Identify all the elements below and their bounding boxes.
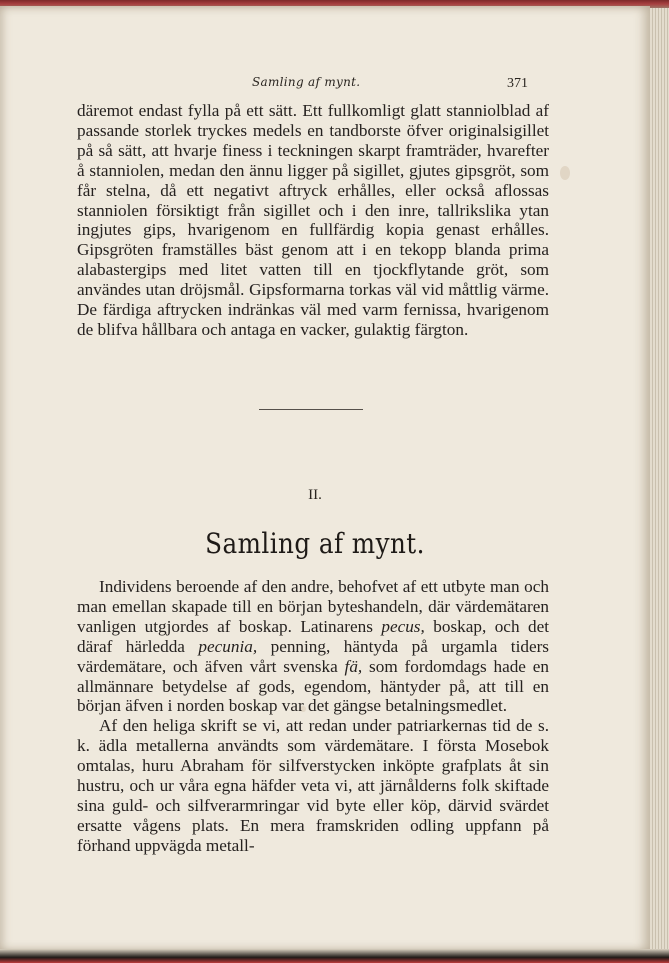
- italic-term-pecus: pecus,: [381, 616, 425, 636]
- paper-stain: [560, 166, 570, 180]
- paragraph-1-text: boskap, och det däraf härledda: [77, 616, 549, 656]
- paragraph-1-text: penning, häntyda på urgamla tiders värdemätare, och äfven vårt svenska: [77, 636, 549, 676]
- continued-paragraph: [77, 101, 549, 340]
- page-number: 371: [507, 76, 528, 91]
- book-binding-bottom: [0, 949, 669, 963]
- section-divider: [259, 409, 363, 410]
- paragraph-1-text: som fordomdags hade en allmännare betydelse af gods, egendom, häntyder på, att till en början äfven i norden boskap var det gängse betalningsmedlet.: [77, 656, 550, 716]
- paragraph-text: däremot endast fylla på ett sätt. Ett fullkomligt glatt stanniolblad af passande storlek tryckes medels en tandborste öfver originalsigillet på så sätt, att hvarje finess i teckningen skarpt framträder, hvarefter å stanniolen, medan den ännu ligger på sigillet, gjutes gipsgröt, som får stelna, då ett negativt aftryck erhålles, eller också aflossas stanniolen försiktigt från sigillet och i den inre, tallrikslika ytan ingjutes gips, hvarigenom en fullfärdig kopia genast erhålles. Gipsgröten framställes bäst genom att i en tekopp blanda prima alabastergips med litet vatten till en tjockflytande gröt, som användes utan dröjsmål. Gipsformarna torkas väl vid måttlig värme. De färdiga aftrycken indränkas väl med varm fernissa, hvarigenom de blifva hållbara och antaga en vacker, gulaktig färgton.: [77, 101, 549, 339]
- page-edges: [650, 8, 669, 953]
- italic-term-pecunia: pecunia,: [198, 636, 258, 656]
- section-body: [77, 577, 549, 856]
- paragraph-1: [77, 577, 549, 716]
- running-title: Samling af mynt.: [252, 75, 361, 89]
- section-title: Samling af mynt.: [205, 527, 425, 560]
- paragraph-1-text: Individens beroende af den andre, behofvet af ett utbyte man och man emellan skapade till en början byteshandeln, där värdemätaren vanligen utgjordes af boskap. Latinarens: [77, 577, 549, 636]
- italic-term-fa: fä,: [344, 656, 363, 676]
- paragraph-2: Af den heliga skrift se vi, att redan under patriarkernas tid de s. k. ädla metallerna användts som värdemätare. I första Mosebok omtalas, huru Abraham för silfverstycken inköpte grafplats åt sin hustru, och ur våra egna häfder veta vi, att järnålderns folk skiftade sina guld- och silfverarmringar vid byte eller köp, därvid svärdet ersatte vågens plats. En mera framskriden odling uppfann på förhand uppvägda metall-: [77, 716, 549, 855]
- section-number: II.: [308, 487, 322, 503]
